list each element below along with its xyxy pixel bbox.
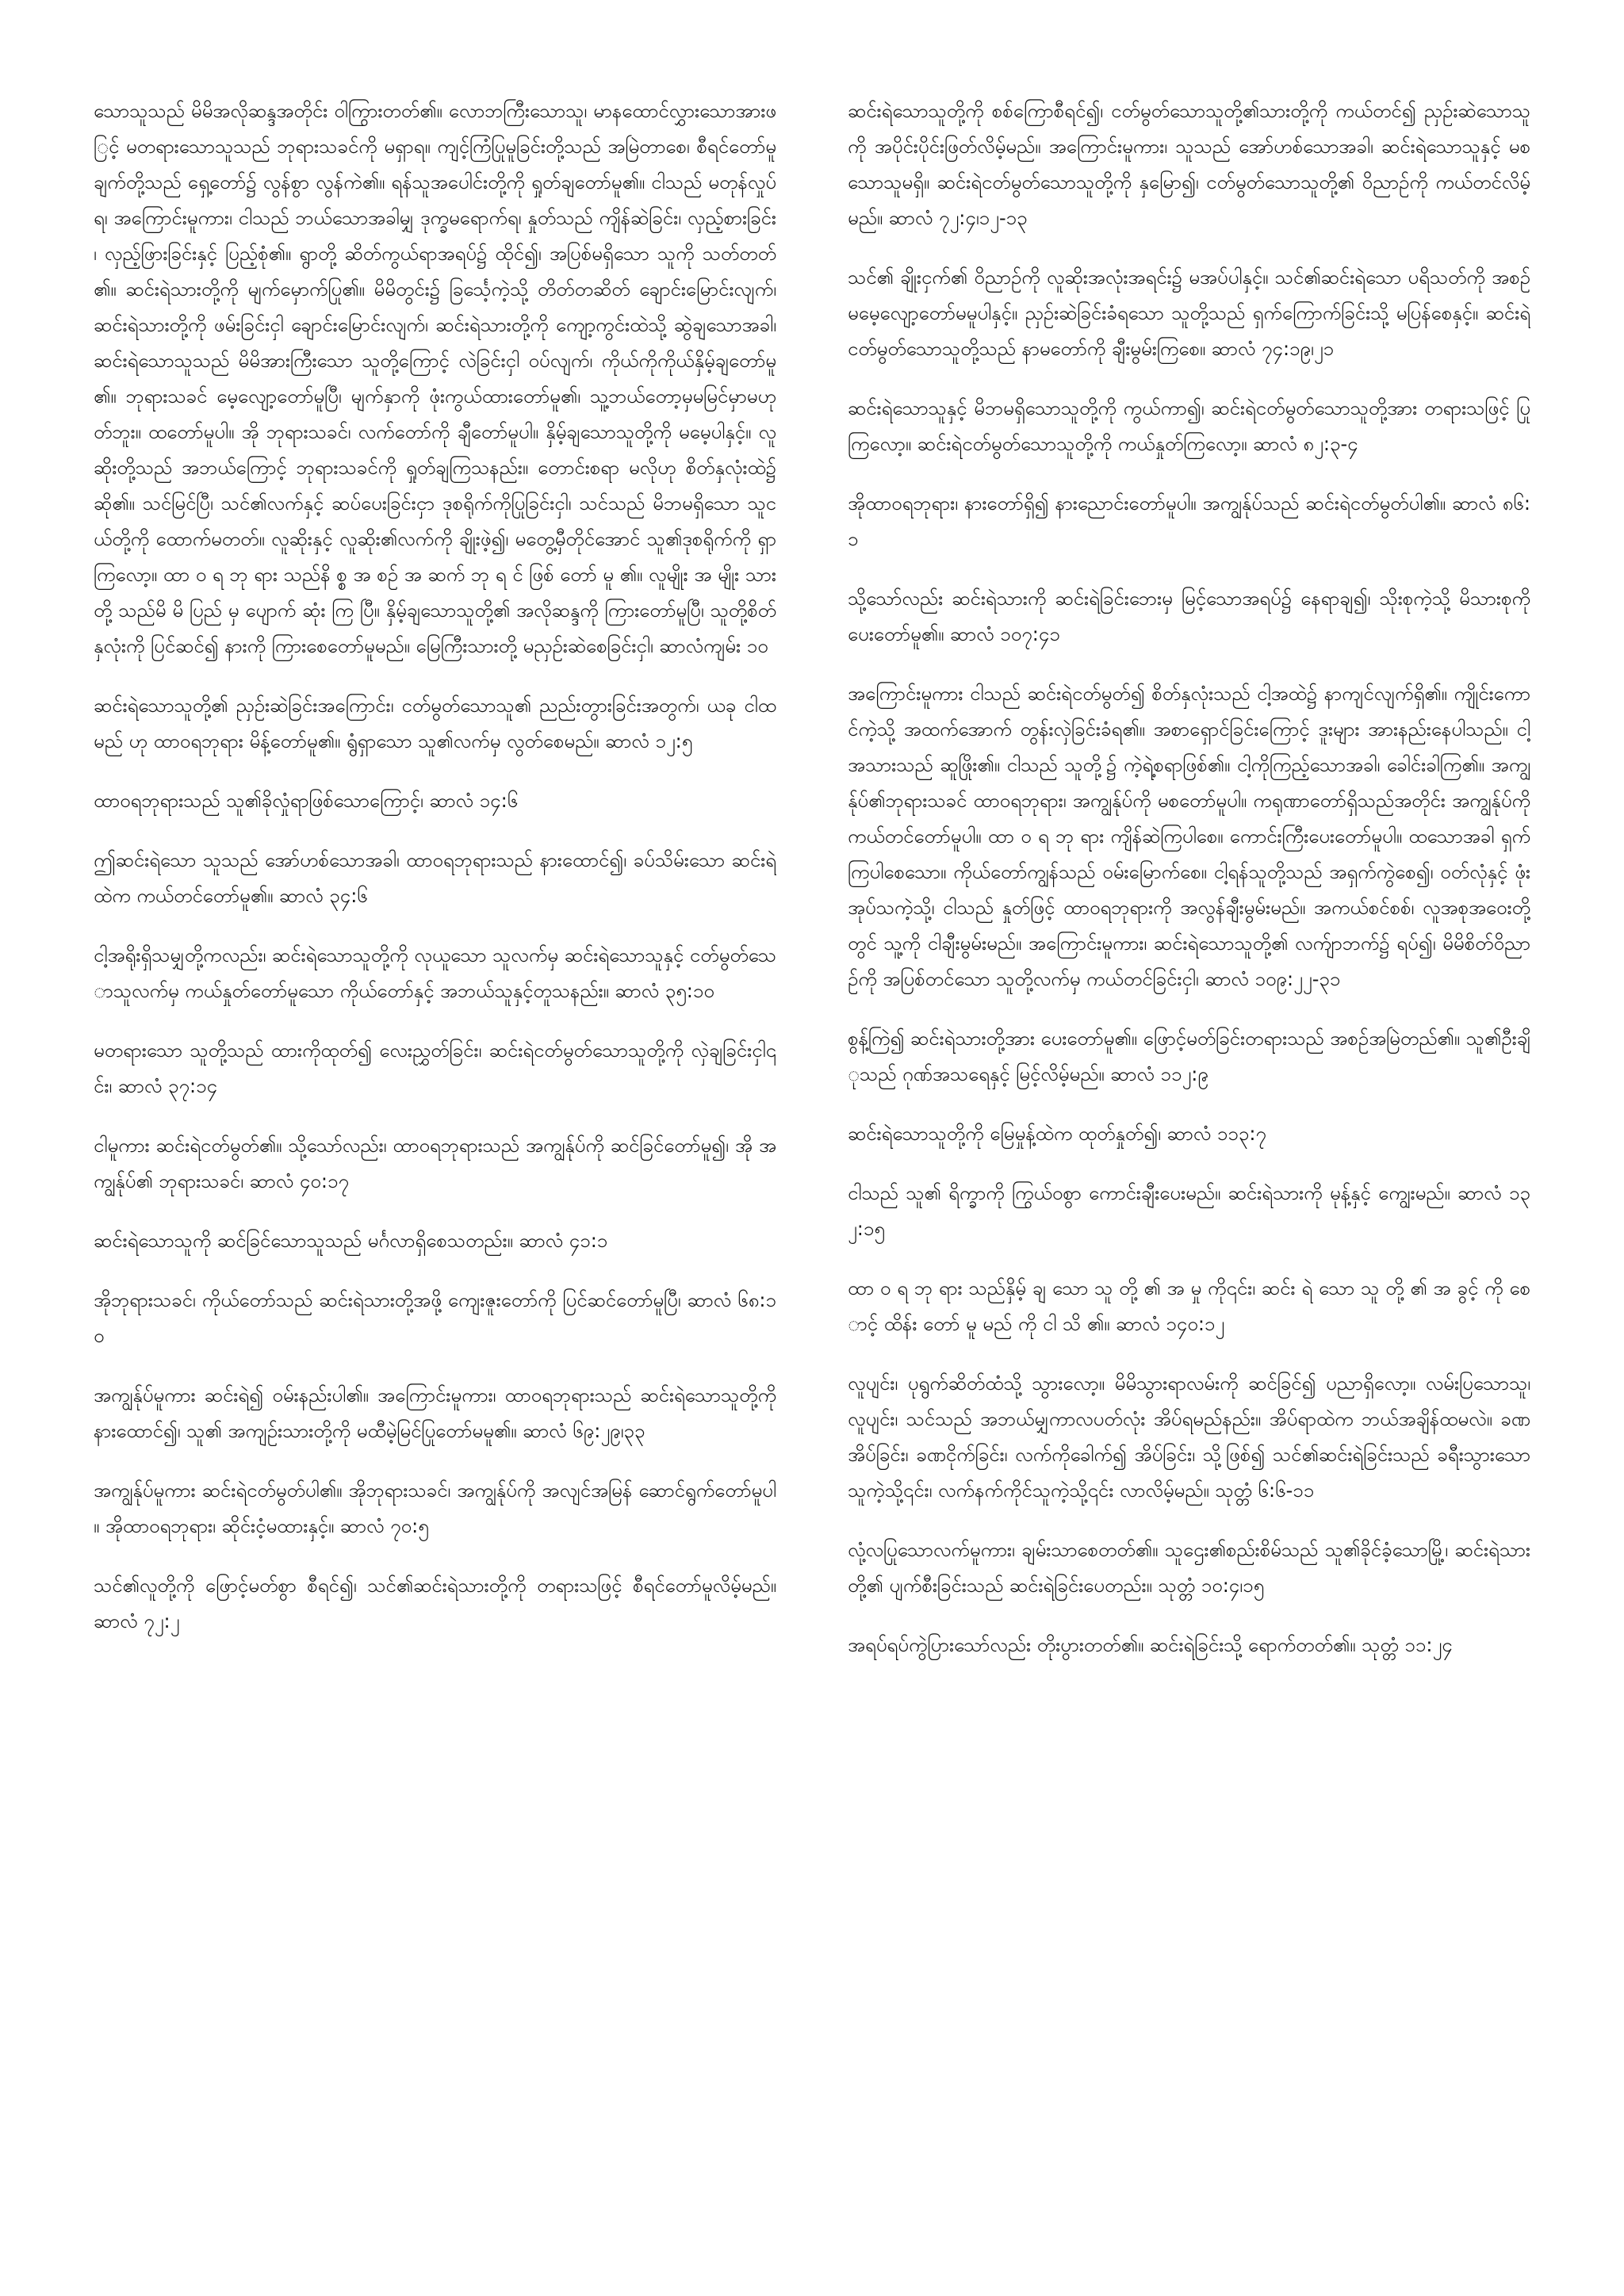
verse-paragraph: သင်၏ ချိုးငှက်၏ ဝိညာဉ်ကို လူဆိုးအလုံးအရင်း၌ မအပ်ပါနှင့်။ သင်၏ဆင်းရဲသော ပရိသတ်ကို အစဉ်မမေ့လျော့တော်မမူပါနှင့်။ ညှဉ်းဆဲခြင်းခံရသော သူတို့သည် ရှက်ကြောက်ခြင်းသို့ မပြန်စေနှင့်။ ဆင်းရဲငတ်မွတ်သောသူတို့သည် နာမတော်ကို ချီးမွမ်းကြစေ။ ဆာလံ ၇၄:၁၉၊၂၁ bbox=[848, 266, 1530, 360]
verse-paragraph: မတရားသော သူတို့သည် ထားကိုထုတ်၍ လေးညွှတ်ခြင်း၊ ဆင်းရဲငတ်မွတ်သောသူတို့ကို လှဲချခြင်းငှါ၎င်း၊ ဆာလံ ၃၇:၁၄ bbox=[94, 1039, 776, 1097]
left-column bbox=[94, 94, 776, 2233]
verse-paragraph: ငါသည် သူ၏ ရိက္ခာကို ကြွယ်ဝစွာ ကောင်းချီးပေးမည်။ ဆင်းရဲသားကို မုန့်နှင့် ကျွေးမည်။ ဆာလံ ၁၃၂:၁၅ bbox=[848, 1182, 1530, 1240]
verse-paragraph: အိုထာဝရဘုရား၊ နားတော်ရှိ၍ နားညောင်းတော်မူပါ။ အကျွန်ုပ်သည် ဆင်းရဲငတ်မွတ်ပါ၏။ ဆာလံ ၈၆:၁ bbox=[848, 492, 1530, 550]
verse-paragraph: ဤဆင်းရဲသော သူသည် အော်ဟစ်သောအခါ၊ ထာဝရဘုရားသည် နားထောင်၍၊ ခပ်သိမ်းသော ဆင်းရဲထဲက ကယ်တင်တော်မူ၏။ ဆာလံ ၃၄:၆ bbox=[94, 849, 776, 907]
verse-paragraph: ငါမူကား ဆင်းရဲငတ်မွတ်၏။ သို့သော်လည်း၊ ထာဝရဘုရားသည် အကျွန်ုပ်ကို ဆင်ခြင်တော်မူ၍၊ အို အကျွန်ုပ်၏ ဘုရားသခင်၊ ဆာလံ ၄၀:၁၇ bbox=[94, 1135, 776, 1192]
verse-paragraph: ဆင်းရဲသောသူတို့ကို မြေမှုန့်ထဲက ထုတ်နှုတ်၍၊ ဆာလံ ၁၁၃:၇ bbox=[848, 1123, 1266, 1145]
verse-paragraph: သို့သော်လည်း ဆင်းရဲသားကို ဆင်းရဲခြင်းဘေးမှ မြင့်သောအရပ်၌ နေရာချ၍၊ သိုးစုကဲ့သို့ မိသားစုကို ပေးတော်မူ၏။ ဆာလံ ၁၀၇:၄၁ bbox=[848, 587, 1530, 645]
verse-paragraph: သောသူသည် မိမိအလိုဆန္ဒအတိုင်း ဝါကြွားတတ်၏။ လောဘကြီးသောသူ၊ မာနထောင်လွှားသောအားဖြင့် မတရားသောသူသည် ဘုရားသခင်ကို မရှာရ။ ကျင့်ကြံပြုမူခြင်းတို့သည် အမြဲတာစေ၊ စီရင်တော်မူချက်တို့သည် ရှေ့တော်၌ လွန်စွာ လွန်ကဲ၏။ ရန်သူအပေါင်းတို့ကို ရှုတ်ချတော်မူ၏။ ငါသည် မတုန်လှုပ်ရ၊ အကြောင်းမူကား၊ ငါသည် ဘယ်သောအခါမျှ ဒုက္ခမရောက်ရ၊ နှုတ်သည် ကျိန်ဆဲခြင်း၊ လှည့်စားခြင်း၊ လှည့်ဖြားခြင်းနှင့် ပြည့်စုံ၏။ ရွာတို့ ဆိတ်ကွယ်ရာအရပ်၌ ထိုင်၍၊ အပြစ်မရှိသော သူကို သတ်တတ်၏။ ဆင်းရဲသားတို့ကို မျက်မှောက်ပြု၏။ မိမိတွင်း၌ ခြင်္သေ့ကဲ့သို့ တိတ်တဆိတ် ချောင်းမြောင်းလျက်၊ ဆင်းရဲသားတို့ကို ဖမ်းခြင်းငှါ ချောင်းမြောင်းလျက်၊ ဆင်းရဲသားတို့ကို ကျော့ကွင်းထဲသို့ ဆွဲချသောအခါ၊ ဆင်းရဲသောသူသည် မိမိအားကြီးသော သူတို့ကြောင့် လဲခြင်းငှါ ဝပ်လျက်၊ ကိုယ်ကိုကိုယ်နှိမ့်ချတော်မူ၏။ ဘုရားသခင် မေ့လျော့တော်မူပြီ၊ မျက်နှာကို ဖုံးကွယ်ထားတော်မူ၏၊ သူ့ဘယ်တော့မှမမြင်မှာမဟုတ်ဘူး။ ထတော်မူပါ။ အို ဘုရားသခင်၊ လက်တော်ကို ချီတော်မူပါ။ နှိမ့်ချသောသူတို့ကို မမေ့ပါနှင့်။ လူဆိုးတို့သည် အဘယ်ကြောင့် ဘုရားသခင်ကို ရှုတ်ချကြသနည်း။ တောင်းစရာ မလိုဟု စိတ်နှလုံးထဲ၌ ဆို၏။ သင်မြင်ပြီ၊ သင်၏လက်နှင့် ဆပ်ပေးခြင်းငှာ ဒုစရိုက်ကိုပြုခြင်းငှါ၊ သင်သည် မိဘမရှိသော သူငယ်တို့ကို ထောက်မတတ်။ လူဆိုးနှင့် လူဆိုး၏လက်ကို ချိုးဖဲ့၍၊ မတွေ့မှီတိုင်အောင် သူ၏ဒုစရိုက်ကို ရှာကြလော့။ ထာ ဝ ရ ဘု ရား သည်နိ စ္စ အ စဉ် အ ဆက် ဘု ရ င် ဖြစ် တော် မူ ၏။ လူမျိုး အ မျိုး သား တို့ သည်မိ မိ ပြည် မှ ပျောက် ဆုံး ကြ ပြီ။ နှိမ့်ချသောသူတို့၏ အလိုဆန္ဒကို ကြားတော်မူပြီ၊ သူတို့စိတ်နှလုံးကို ပြင်ဆင်၍ နားကို ကြားစေတော်မူမည်။ မြေကြီးသားတို့ မညှဉ်းဆဲစေခြင်းငှါ၊ ဆာလံကျမ်း ၁၀ bbox=[94, 100, 776, 657]
verse-paragraph: ထာဝရဘုရားသည် သူ၏ခိုလှုံရာဖြစ်သောကြောင့်၊ ဆာလံ ၁၄:၆ bbox=[94, 790, 519, 812]
verse-paragraph: အကျွန်ုပ်မူကား ဆင်းရဲငတ်မွတ်ပါ၏။ အိုဘုရားသခင်၊ အကျွန်ုပ်ကို အလျင်အမြန် ဆောင်ရွက်တော်မူပါ။ အိုထာဝရဘုရား၊ ဆိုင်းငံ့မထားနှင့်။ ဆာလံ ၇၀:၅ bbox=[94, 1479, 776, 1537]
right-column bbox=[848, 94, 1530, 2233]
verse-paragraph: ဆင်းရဲသောသူကို ဆင်ခြင်သောသူသည် မင်္ဂလာရှိစေသတည်း။ ဆာလံ ၄၁:၁ bbox=[94, 1230, 608, 1252]
verse-paragraph: ငါ့အရိုးရှိသမျှတို့ကလည်း၊ ဆင်းရဲသောသူတို့ကို လုယူသော သူလက်မှ ဆင်းရဲသောသူနှင့် ငတ်မွတ်သောသူလက်မှ ကယ်နှုတ်တော်မူသော ကိုယ်တော်နှင့် အဘယ်သူနှင့်တူသနည်း။ ဆာလံ ၃၅:၁၀ bbox=[94, 944, 776, 1002]
verse-paragraph: အကျွန်ုပ်မူကား ဆင်းရဲ၍ ဝမ်းနည်းပါ၏။ အကြောင်းမူကား၊ ထာဝရဘုရားသည် ဆင်းရဲသောသူတို့ကို နားထောင်၍၊ သူ၏ အကျဉ်းသားတို့ကို မထီမဲ့မြင်ပြုတော်မမူ၏။ ဆာလံ ၆၉:၂၉၊၃၃ bbox=[94, 1384, 776, 1442]
verse-paragraph: ဆင်းရဲသောသူတို့ကို စစ်ကြောစီရင်၍၊ ငတ်မွတ်သောသူတို့၏သားတို့ကို ကယ်တင်၍ ညှဉ်းဆဲသောသူကို အပိုင်းပိုင်းဖြတ်လိမ့်မည်။ အကြောင်းမူကား၊ သူသည် အော်ဟစ်သောအခါ၊ ဆင်းရဲသောသူနှင့် မစသောသူမရှိ။ ဆင်းရဲငတ်မွတ်သောသူတို့ကို နှမြော၍၊ ငတ်မွတ်သောသူတို့၏ ဝိညာဉ်ကို ကယ်တင်လိမ့်မည်။ ဆာလံ ၇၂:၄၊၁၂-၁၃ bbox=[848, 100, 1530, 229]
verse-paragraph: လူပျင်း၊ ပုရွက်ဆိတ်ထံသို့ သွားလော့။ မိမိသွားရာလမ်းကို ဆင်ခြင်၍ ပညာရှိလော့။ လမ်းပြသောသူ၊ လူပျင်း၊ သင်သည် အဘယ်မျှကာလပတ်လုံး အိပ်ရမည်နည်း။ အိပ်ရာထဲက ဘယ်အချိန်ထမလဲ။ ခဏအိပ်ခြင်း၊ ခဏငိုက်ခြင်း၊ လက်ကိုခေါက်၍ အိပ်ခြင်း၊ သို့ဖြစ်၍ သင်၏ဆင်းရဲခြင်းသည် ခရီးသွားသောသူကဲ့သို့၎င်း၊ လက်နက်ကိုင်သူကဲ့သို့၎င်း လာလိမ့်မည်။ သုတ္တံ ၆:၆-၁၁ bbox=[848, 1372, 1530, 1502]
verse-paragraph: လုံ့လပြုသောလက်မူကား၊ ချမ်းသာစေတတ်၏။ သူဌေး၏စည်းစိမ်သည် သူ၏ခိုင်ခံ့သောမြို့၊ ဆင်းရဲသားတို့၏ ပျက်စီးခြင်းသည် ဆင်းရဲခြင်းပေတည်း။ သုတ္တံ ၁၀:၄၊၁၅ bbox=[848, 1539, 1530, 1597]
verse-paragraph: စွန့်ကြဲ၍ ဆင်းရဲသားတို့အား ပေးတော်မူ၏။ ဖြောင့်မတ်ခြင်းတရားသည် အစဉ်အမြဲတည်၏။ သူ၏ဦးချိုသည် ဂုဏ်အသရေနှင့် မြင့်လိမ့်မည်။ ဆာလံ ၁၁၂:၉ bbox=[848, 1027, 1530, 1085]
verse-paragraph: ဆင်းရဲသောသူတို့၏ ညှဉ်းဆဲခြင်းအကြောင်း၊ ငတ်မွတ်သောသူ၏ ညည်းတွားခြင်းအတွက်၊ ယခု ငါထမည် ဟု ထာဝရဘုရား မိန့်တော်မူ၏။ ရွံရှာသော သူ၏လက်မှ လွတ်စေမည်။ ဆာလံ ၁၂:၅ bbox=[94, 695, 776, 752]
verse-paragraph: အရပ်ရပ်ကွဲပြားသော်လည်း တိုးပွားတတ်၏။ ဆင်းရဲခြင်းသို့ ရောက်တတ်၏။ သုတ္တံ ၁၁:၂၄ bbox=[848, 1634, 1453, 1656]
verse-paragraph: ထာ ဝ ရ ဘု ရား သည်နှိမ့် ချ သော သူ တို့ ၏ အ မှု ကို၎င်း၊ ဆင်း ရဲ သော သူ တို့ ၏ အ ခွင့် ကို စောင့် ထိန်း တော် မူ မည် ကို ငါ သိ ၏။ ဆာလံ ၁၄၀:၁၂ bbox=[848, 1277, 1530, 1335]
verse-paragraph: ဆင်းရဲသောသူနှင့် မိဘမရှိသောသူတို့ကို ကွယ်ကာ၍၊ ဆင်းရဲငတ်မွတ်သောသူတို့အား တရားသဖြင့် ပြုကြလော့။ ဆင်းရဲငတ်မွတ်သောသူတို့ကို ကယ်နှုတ်ကြလော့။ ဆာလံ ၈၂:၃-၄ bbox=[848, 397, 1530, 455]
verse-paragraph: အိုဘုရားသခင်၊ ကိုယ်တော်သည် ဆင်းရဲသားတို့အဖို့ ကျေးဇူးတော်ကို ပြင်ဆင်တော်မူပြီ၊ ဆာလံ ၆၈:၁၀ bbox=[94, 1289, 776, 1347]
verse-paragraph: သင်၏လူတို့ကို ဖြောင့်မတ်စွာ စီရင်၍၊ သင်၏ဆင်းရဲသားတို့ကို တရားသဖြင့် စီရင်တော်မူလိမ့်မည်။ ဆာလံ ၇၂:၂ bbox=[94, 1575, 776, 1632]
verse-paragraph: အကြောင်းမူကား ငါသည် ဆင်းရဲငတ်မွတ်၍ စိတ်နှလုံးသည် ငါ့အထဲ၌ နာကျင်လျက်ရှိ၏။ ကျိုင်းကောင်ကဲ့သို့ အထက်အောက် တွန်းလှဲခြင်းခံရ၏။ အစာရှောင်ခြင်းကြောင့် ဒူးများ အားနည်းနေပါသည်။ ငါ့အသားသည် ဆူဖြိုး၏။ ငါသည် သူတို့၌ ကဲ့ရဲ့စရာဖြစ်၏။ ငါ့ကိုကြည့်သောအခါ၊ ခေါင်းခါကြ၏။ အကျွန်ုပ်၏ဘုရားသခင် ထာဝရဘုရား၊ အကျွန်ုပ်ကို မစတော်မူပါ။ ကရုဏာတော်ရှိသည်အတိုင်း အကျွန်ုပ်ကို ကယ်တင်တော်မူပါ။ ထာ ဝ ရ ဘု ရား ကျိန်ဆဲကြပါစေ။ ကောင်းကြီးပေးတော်မူပါ။ ထသောအခါ ရှက်ကြပါစေသော။ ကိုယ်တော်ကျွန်သည် ဝမ်းမြောက်စေ။ ငါ့ရန်သူတို့သည် အရှက်ကွဲစေ၍၊ ဝတ်လုံနှင့် ဖုံးအုပ်သကဲ့သို့၊ ငါသည် နှုတ်ဖြင့် ထာဝရဘုရားကို အလွန်ချီးမွမ်းမည်။ အကယ်စင်စစ်၊ လူအစုအဝေးတို့တွင် သူ့ကို ငါချီးမွမ်းမည်။ အကြောင်းမူကား၊ ဆင်းရဲသောသူတို့၏ လက်ျာဘက်၌ ရပ်၍၊ မိမိစိတ်ဝိညာဉ်ကို အပြစ်တင်သော သူတို့လက်မှ ကယ်တင်ခြင်းငှါ၊ ဆာလံ ၁၀၉:၂၂-၃၁ bbox=[848, 683, 1530, 990]
